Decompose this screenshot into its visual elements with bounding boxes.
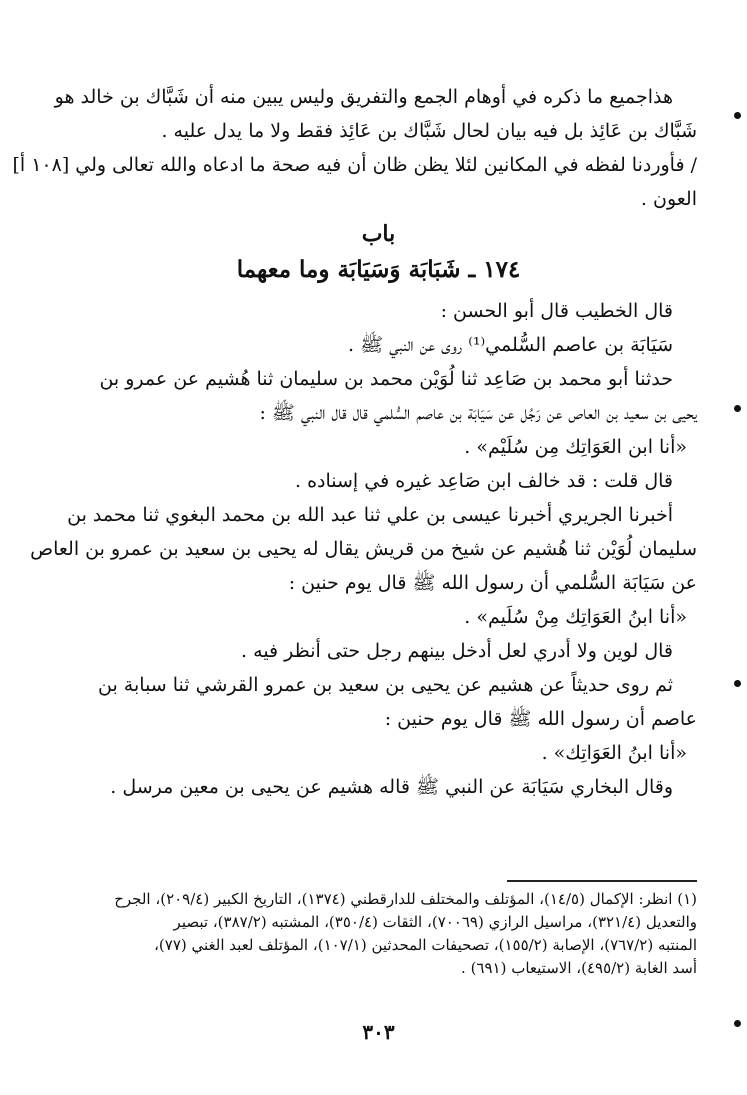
body-line-8: سليمان لُوَيْن ثنا هُشيم عن شيخ من قريش يقال له يحيى بن سعيد بن عمرو بن العاص: [30, 538, 697, 560]
body-line-6: قال قلت : قد خالف ابن صَاعِد غيره في إسناده .: [294, 470, 673, 492]
body-line-15: وقال البخاري سَيَابَة عن النبي ﷺ قاله هشيم عن يحيى بن معين مرسل .: [110, 776, 673, 798]
footnote-line-1: (١) انظر: الإكمال (١٤/٥)، المؤتلف والمختلف للدارقطني (١٣٧٤)، التاريخ الكبير (٢٠٩/٤)، الجرح: [114, 890, 697, 908]
body-line-3: حدثنا أبو محمد بن صَاعِد ثنا لُوَيْن محمد بن سليمان ثنا هُشيم عن عمرو بن: [99, 368, 673, 390]
body-line-11: قال لوين ولا أدري لعل أدخل بينهم رجل حتى أنظر فيه .: [241, 640, 673, 662]
footnote-line-2: والتعديل (٣٢١/٤)، مراسيل الرازي (٧٠٠٦٩)، الثقات (٣٥٠/٤)، المشتبه (٣٨٧/٢)، تبصير: [173, 913, 697, 931]
footnote-line-4: أسد الغابة (٤٩٥/٢)، الاستيعاب (٦٩١) .: [461, 959, 697, 977]
footnotes: [60, 888, 697, 980]
margin-mark: [734, 405, 741, 412]
page-content: [12, 80, 697, 1095]
body-line-1: قال الخطيب قال أبو الحسن :: [440, 300, 673, 322]
body-line-7: أخبرنا الجريري أخبرنا عيسى بن علي ثنا عبد الله بن محمد البغوي ثنا محمد بن: [67, 504, 673, 526]
footnote-divider: [507, 880, 697, 882]
body-line-13: عاصم أن رسول الله ﷺ قال يوم حنين :: [384, 708, 697, 730]
margin-mark: [734, 680, 741, 687]
body-line-5: «أنا ابن العَوَاتِك مِن سُلَيْم» .: [464, 436, 687, 458]
body-line-4: يحيى بن سعيد بن العاص عن رَجُل عن سَيَابَة بن عاصم السُّلمي قال قال النبي ﷺ :: [259, 402, 697, 424]
margin-mark: [734, 1020, 741, 1027]
paragraph-1-line-1: هذاجميع ما ذكره في أوهام الجمع والتفريق وليس يبين منه أن شَبَّاك بن خالد هو: [54, 86, 673, 108]
body-line-2: سَيَابَة بن عاصم السُّلمي⁽¹⁾ روى عن النبي ﷺ .: [348, 334, 673, 356]
paragraph-1-line-2: شَبَّاك بن عَائِذ بل فيه بيان لحال شَبَّاك بن عَائِذ فقط ولا ما يدل عليه .: [161, 120, 697, 142]
body-line-14: «أنا ابنُ العَوَاتِك» .: [541, 742, 687, 764]
footnote-line-3: المنتبه (٧٦٧/٢)، الإصابة (١٥٥/٢)، تصحيفات المحدثين (١٠٧/١)، المؤتلف لعبد الغني (٧٧)،: [154, 936, 697, 954]
margin-mark: [734, 112, 741, 119]
paragraph-2-line-1: / فأوردنا لفظه في المكانين لئلا يظن ظان أن فيه صحة ما ادعاه والله تعالى ولي [١٠٨ أ]: [12, 154, 697, 176]
section-heading: باب: [361, 221, 396, 247]
paragraph-2-line-2: العون .: [640, 188, 697, 210]
body-line-10: «أنا ابنُ العَوَاتِك مِنْ سُلَيم» .: [464, 606, 687, 628]
section-title: ١٧٤ ـ شَبَابَة وَسَيَابَة وما معهما: [236, 256, 521, 283]
body-line-9: عن سَيَابَة السُّلمي أن رسول الله ﷺ قال يوم حنين :: [288, 572, 697, 594]
body-line-12: ثم روى حديثاً عن هشيم عن يحيى بن سعيد بن عمرو القرشي ثنا سبابة بن: [98, 674, 673, 696]
page-number: ٣٠٣: [362, 1020, 395, 1044]
